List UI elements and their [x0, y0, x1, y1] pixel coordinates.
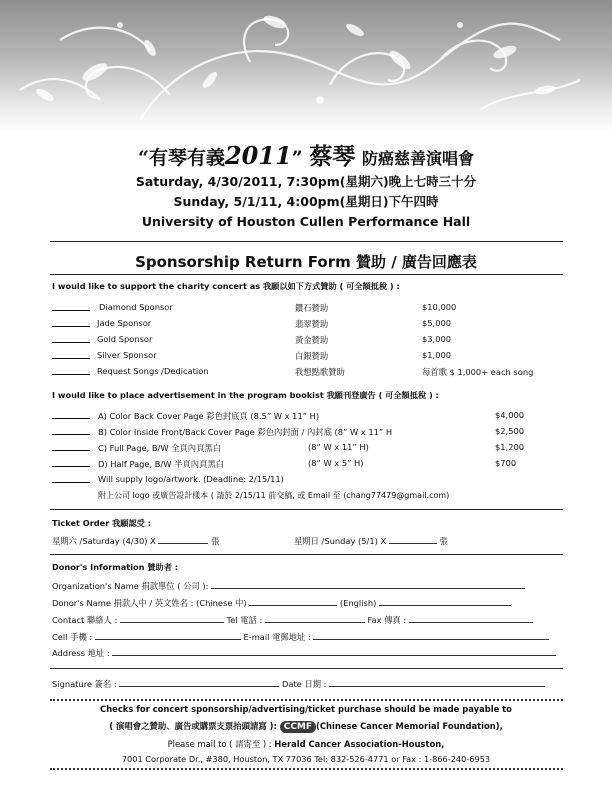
- sponsor-amount: $10,000: [422, 302, 457, 312]
- artwork-note: Will supply logo/artwork. (Deadline: 2/15/11): [98, 474, 284, 484]
- tel-field[interactable]: [265, 614, 365, 623]
- ad-amount: $700: [495, 458, 517, 468]
- sponsor-label: Diamond Sponsor: [99, 302, 173, 312]
- payee-name: (Chinese Cancer Memorial Foundation),: [316, 721, 503, 731]
- title-event: 防癌慈善演唱會: [361, 149, 474, 168]
- sponsor-label: Silver Sponsor: [97, 350, 157, 360]
- sponsor-label-zh: 我想點歌贊助: [295, 367, 345, 377]
- sponsor-amount: $3,000: [422, 334, 452, 344]
- cell-label: Cell 手機 :: [52, 632, 93, 642]
- fax-field[interactable]: [409, 614, 533, 623]
- ad-option: A) Color Back Cover Page 彩色封底頁 (8.5” W x 11” H): [98, 411, 320, 421]
- mail-to-line: [0, 738, 612, 750]
- sponsor-label-zh: 翡翠贊助: [295, 319, 329, 329]
- title-open: “有琴有義: [138, 147, 225, 169]
- mail-to-org: Herald Cancer Association-Houston,: [274, 739, 445, 749]
- floral-header-banner: [0, 0, 612, 132]
- address-row: [52, 647, 556, 659]
- ticket-heading: Ticket Order 我願認受 :: [52, 518, 151, 528]
- address-field[interactable]: [112, 647, 556, 656]
- ad-option: C) Full Page, B/W 全頁內頁黑白: [98, 443, 221, 453]
- sponsor-blank-jade[interactable]: [52, 326, 90, 327]
- signature-label: Signature 簽名 :: [52, 679, 117, 689]
- tel-label: Tel 電話 :: [226, 615, 263, 625]
- ticket-unit: 張: [439, 536, 448, 546]
- sponsor-label: Gold Sponsor: [97, 334, 153, 344]
- ticket-saturday-label: 星期六 /Saturday (4/30) X: [52, 536, 156, 546]
- sponsor-label: Request Songs /Dedication: [97, 366, 209, 376]
- divider: [50, 241, 563, 242]
- date-field[interactable]: [329, 678, 545, 687]
- donor-row: [52, 597, 511, 609]
- contact-label: Contact 聯絡人 :: [52, 615, 118, 625]
- contact-field[interactable]: [120, 614, 224, 623]
- date-line-2: Sunday, 5/1/11, 4:00pm(星期日)下午四時: [173, 194, 439, 209]
- divider: [50, 509, 563, 510]
- ad-blank-a[interactable]: [52, 418, 90, 419]
- address-field-line2[interactable]: [50, 668, 563, 669]
- date-line-1: Saturday, 4/30/2011, 7:30pm(星期六)晚上七時三十分: [135, 174, 477, 189]
- ccmf-logo: CCMF: [280, 721, 316, 733]
- cell-field[interactable]: [95, 631, 241, 640]
- donor-heading: Donor's Information 贊助者 :: [52, 562, 179, 572]
- ticket-sunday-label: 星期日 /Sunday (5/1) X: [294, 536, 387, 546]
- donor-english-field[interactable]: [379, 597, 511, 606]
- ticket-unit: 張: [211, 536, 220, 546]
- mail-to-label: Please mail to ( 請寄至 ) :: [167, 739, 272, 749]
- sponsor-blank-diamond[interactable]: [52, 310, 90, 311]
- org-field[interactable]: [211, 580, 525, 589]
- title-name: 蔡琴: [309, 143, 356, 170]
- ad-heading: I would like to place advertisement in the program bookist 我願刊登廣告 ( 可全額抵稅 ) :: [52, 390, 439, 400]
- ad-amount: $1,200: [495, 442, 525, 452]
- venue: University of Houston Cullen Performance Hall: [141, 214, 471, 229]
- ticket-sunday: [294, 535, 448, 547]
- ad-blank-d[interactable]: [52, 466, 90, 467]
- sponsor-label: Jade Sponsor: [97, 318, 152, 328]
- floral-ornament-icon: [0, 0, 612, 132]
- ad-size: (8” W x 5” H): [308, 458, 364, 468]
- sponsor-amount: $5,000: [422, 318, 452, 328]
- org-row: [52, 580, 525, 592]
- signature-field[interactable]: [119, 678, 279, 687]
- payable-note: Checks for concert sponsorship/advertising/ticket purchase should be made payable to: [100, 704, 512, 714]
- donor-label: Donor's Name 捐款人中 / 英文姓名 : (Chinese 中): [52, 598, 247, 608]
- donor-english-label: (English): [339, 598, 377, 608]
- ad-option: B) Color Inside Front/Back Cover Page 彩色內封面 / 內封底 (8” W x 11” H: [98, 427, 393, 437]
- title-year: 2011: [224, 141, 292, 170]
- payable-zh: ( 演唱會之贊助、廣告或購票支票抬頭請寫 ):: [109, 721, 277, 731]
- fax-label: Fax 傳真 :: [367, 615, 407, 625]
- sponsor-amount: $1,000: [422, 350, 452, 360]
- ad-blank-b[interactable]: [52, 434, 90, 435]
- sponsor-blank-silver[interactable]: [52, 358, 90, 359]
- sponsor-label-zh: 白銀贊助: [295, 351, 329, 361]
- ticket-saturday: [52, 535, 219, 547]
- ad-amount: $2,500: [495, 426, 525, 436]
- email-label: E-mail 電郵地址 :: [243, 632, 311, 642]
- ad-blank-c[interactable]: [52, 450, 90, 451]
- sponsor-amount: 每首歌 $ 1,000+ each song: [422, 367, 534, 377]
- sponsor-blank-gold[interactable]: [52, 342, 90, 343]
- concert-title: [0, 138, 612, 171]
- donor-chinese-field[interactable]: [249, 597, 337, 606]
- artwork-note-zh: 附上公司 logo 或廣告設計樣本 ( 請於 2/15/11 前交稿, 或 Email 至 (chang77479@gmail.com): [98, 491, 450, 500]
- divider: [50, 554, 563, 555]
- ad-amount: $4,000: [495, 410, 525, 420]
- email-field[interactable]: [313, 631, 549, 640]
- dotted-divider: [50, 768, 563, 770]
- ticket-saturday-qty-field[interactable]: [158, 535, 208, 544]
- org-label: Organization's Name 捐款單位 ( 公司 ):: [52, 581, 209, 591]
- sponsor-heading: I would like to support the charity concert as 我願以如下方式贊助 ( 可全額抵稅 ) :: [52, 281, 400, 291]
- ad-option: D) Half Page, B/W 半頁內頁黑白: [98, 459, 224, 469]
- ad-size: (8” W x 11” H): [308, 442, 369, 452]
- sponsor-blank-songs[interactable]: [52, 374, 90, 375]
- date-label: Date 日期 :: [281, 679, 327, 689]
- sponsor-label-zh: 黃金贊助: [295, 335, 329, 345]
- payable-line-2: [0, 720, 612, 733]
- form-title: Sponsorship Return Form 贊助 / 廣告回應表: [135, 253, 477, 271]
- dotted-divider: [50, 699, 563, 701]
- address-label: Address 地址 :: [52, 648, 110, 658]
- divider: [50, 274, 563, 275]
- cell-row: [52, 631, 549, 643]
- ad-blank-artwork[interactable]: [52, 482, 90, 483]
- contact-row: [52, 614, 533, 626]
- mail-address: 7001 Corporate Dr., #380, Houston, TX 77036 Tel: 832-526-4771 or Fax : 1-866-240-6953: [121, 754, 491, 764]
- sponsor-label-zh: 鑽石贊助: [295, 303, 329, 313]
- signature-row: [52, 678, 545, 690]
- title-close: ”: [291, 147, 303, 169]
- ticket-sunday-qty-field[interactable]: [389, 535, 437, 544]
